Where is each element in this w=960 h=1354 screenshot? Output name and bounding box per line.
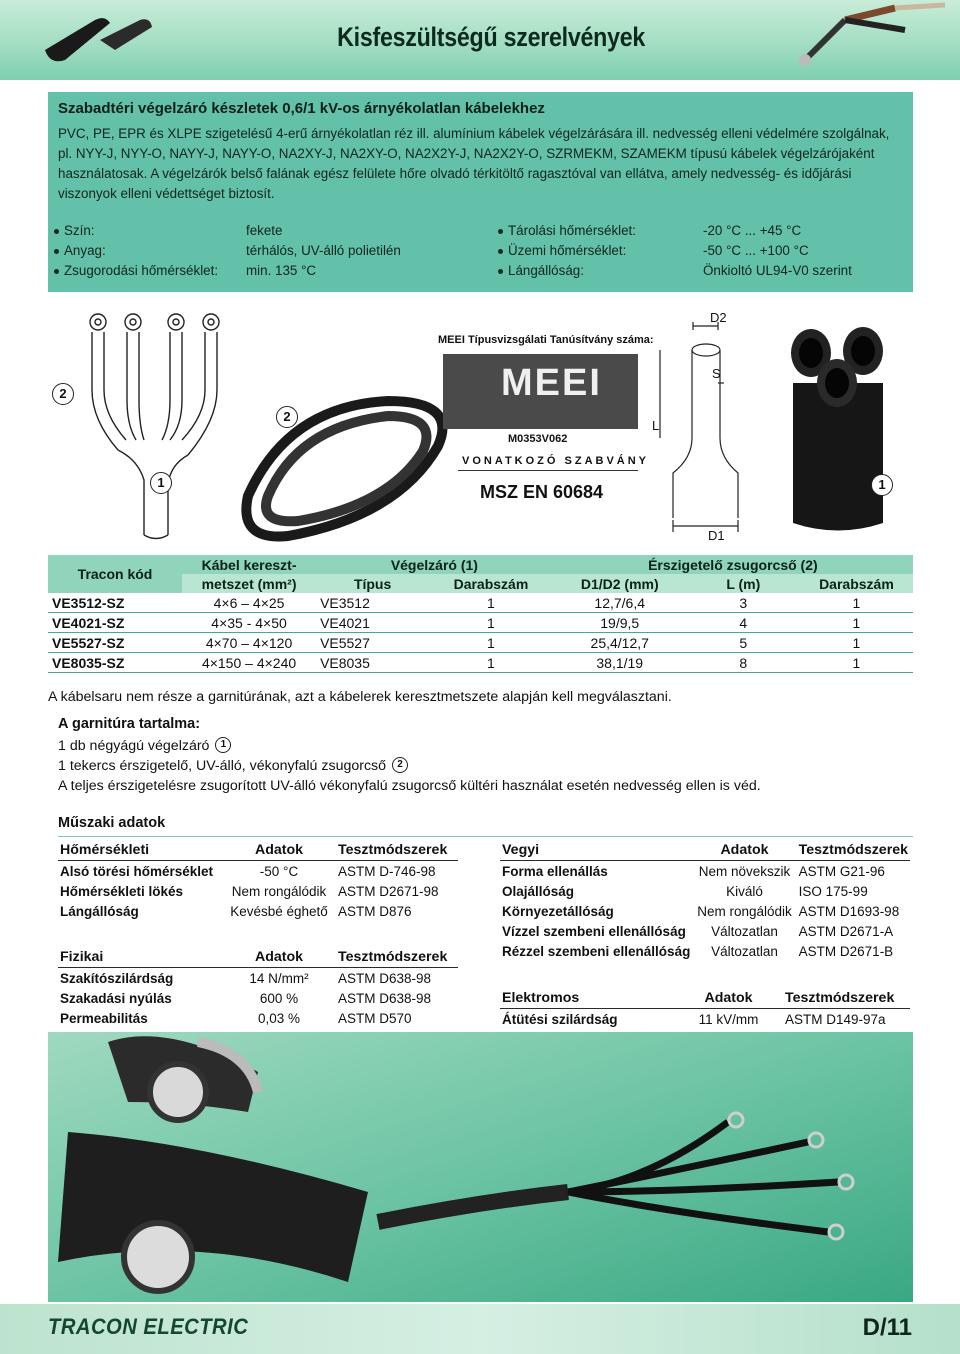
product-table: [48, 555, 913, 673]
tech-title: Műszaki adatok: [58, 815, 166, 831]
divider: [58, 836, 913, 837]
contents-line-1: 1 db négyágú végelzáró 1: [58, 738, 231, 754]
spec-item: Szín: fekete: [54, 222, 474, 242]
contents-title: A garnitúra tartalma:: [58, 716, 201, 732]
page-number: D/11: [862, 1314, 912, 1341]
table-row: Hőmérsékleti lökés Nem rongálódik ASTM D2671-98: [60, 883, 439, 899]
marker-1-icon: 1: [871, 474, 893, 496]
column-header-qty: Darabszám: [429, 574, 553, 593]
endcap-photo: [783, 323, 893, 538]
cable-lug-note: A kábelsaru nem része a garnitúrának, azt a kábelerek keresztmetszete alapján kell megválasztani.: [48, 689, 672, 705]
table-row: Forma ellenállás Nem növekszik ASTM G21-96: [502, 863, 885, 879]
physical-table: Fizikai Adatok Tesztmódszerek Szakítószilárdság 14 N/mm² ASTM D638-98 Szakadási nyúlás 600 % ASTM D638-98 Permeabilitás 0,03 % ASTM D570: [58, 947, 458, 1028]
intro-box: [48, 92, 913, 292]
dimension-d2: D2: [710, 310, 727, 325]
product-diagram: [48, 298, 913, 548]
spec-item: Üzemi hőmérséklet: -50 °C ... +100 °C: [498, 242, 908, 262]
table-row: Alsó törési hőmérséklet -50 °C ASTM D-746-98: [60, 863, 436, 879]
chemical-table: Vegyi Adatok Tesztmódszerek Forma ellenállás Nem növekszik ASTM G21-96 Olajállóság Kiváló ISO 175-99 Környezetállóság Nem rongálódik ASTM D1693-98 Vízzel szembeni ellenállóság Változatlan ASTM D2671-A Rézzel szembeni ellenállóság Változatlan ASTM D2671-B: [500, 840, 910, 961]
table-row: VE3512-SZ 4×6 – 4×25 VE3512 1 12,7/6,4 3 1: [48, 593, 913, 613]
spec-item: Anyag: térhálós, UV-álló polietilén: [54, 242, 474, 262]
table-row: VE5527-SZ 4×70 – 4×120 VE5527 1 25,4/12,7 5 1: [48, 633, 913, 653]
column-group-endcap: Végelzáró (1): [316, 555, 553, 574]
spec-list-left: [54, 222, 474, 282]
marker-1-icon: 1: [150, 472, 172, 494]
endcap-dimension-drawing: [648, 308, 748, 543]
column-header-qty-2: Darabszám: [800, 574, 913, 593]
contents-line-3: A teljes érszigetelésre zsugorított UV-álló vékonyfalú zsugorcső kültéri használat esetén nedvesség ellen is véd.: [58, 778, 761, 794]
table-row: Permeabilitás 0,03 % ASTM D570: [60, 1010, 412, 1026]
spec-list-right: [498, 222, 908, 282]
column-header-type: Típus: [316, 574, 429, 593]
table-row: VE4021-SZ 4×35 - 4×50 VE4021 1 19/9,5 4 1: [48, 613, 913, 633]
table-row: Környezetállóság Nem rongálódik ASTM D1693-98: [502, 903, 900, 919]
dimension-l: L: [652, 418, 660, 433]
spec-item: Zsugorodási hőmérséklet: min. 135 °C: [54, 262, 474, 282]
standard-caption: VONATKOZÓ SZABVÁNY: [462, 455, 650, 467]
dimension-s: S: [712, 366, 721, 381]
intro-heading: Szabadtéri végelzáró készletek 0,6/1 kV-os árnyékolatlan kábelekhez: [58, 100, 545, 117]
table-row: Vízzel szembeni ellenállóság Változatlan ASTM D2671-A: [502, 923, 894, 939]
column-header-length: L (m): [687, 574, 800, 593]
spec-item: Tárolási hőmérséklet: -20 °C ... +45 °C: [498, 222, 908, 242]
page-footer: [0, 1304, 960, 1354]
divider: [458, 470, 638, 471]
table-row: Átütési szilárdság 11 kV/mm ASTM D149-97a: [502, 1011, 886, 1027]
table-row: Szakítószilárdság 14 N/mm² ASTM D638-98: [60, 970, 432, 986]
standard-number: MSZ EN 60684: [480, 482, 604, 502]
column-group-tube: Érszigetelő zsugorcső (2): [553, 555, 913, 574]
marker-2-icon: 2: [392, 757, 408, 773]
marker-1-icon: 1: [215, 737, 231, 753]
column-header-diameter: D1/D2 (mm): [553, 574, 687, 593]
shrink-tube-roll: [228, 376, 478, 546]
brand-logo: TRACON ELECTRIC: [48, 1314, 249, 1339]
column-header-cable-2: metszet (mm²): [182, 574, 316, 593]
page-title: Kisfeszültségű szerelvények: [337, 22, 645, 52]
table-row: VE8035-SZ 4×150 – 4×240 VE8035 1 38,1/19 8 1: [48, 653, 913, 673]
meei-number: M0353V062: [508, 433, 568, 445]
meei-logo: MEEI: [443, 354, 638, 429]
dimension-d1: D1: [708, 528, 725, 543]
intro-text: [58, 124, 906, 204]
table-row: Szakadási nyúlás 600 % ASTM D638-98: [60, 990, 432, 1006]
heatshrink-photo: [40, 5, 160, 65]
marker-2-icon: 2: [276, 406, 298, 428]
thermal-table: Hőmérsékleti Adatok Tesztmódszerek Alsó törési hőmérséklet -50 °C ASTM D-746-98 Hőmérsékleti lökés Nem rongálódik ASTM D2671-98 Lángállóság Kevésbé éghető ASTM D876: [58, 840, 458, 921]
product-photo: [48, 1032, 913, 1302]
meei-label: MEEI Típusvizsgálati Tanúsítvány száma:: [438, 334, 654, 346]
column-header-cable: Kábel kereszt-: [182, 555, 316, 574]
contents-line-2: 1 tekercs érszigetelő, UV-álló, vékonyfalú zsugorcső 2: [58, 758, 408, 774]
table-row: Rézzel szembeni ellenállóság Változatlan ASTM D2671-B: [502, 943, 894, 959]
column-header-code: Tracon kód: [48, 555, 182, 593]
intro-paragraph-2: A végelzárók belső falának egész felülete hőre olvadó térkitöltő ragasztóval van ellátva, amely nedvesség- és időjárási viszonyok elleni védettséget biztosít.: [58, 166, 852, 201]
page-header: [0, 0, 960, 80]
electrical-table: Elektromos Adatok Tesztmódszerek Átütési szilárdság 11 kV/mm ASTM D149-97a: [500, 988, 910, 1029]
cable-photo: [785, 0, 955, 70]
table-row: Olajállóság Kiváló ISO 175-99: [502, 883, 868, 899]
marker-2-icon: 2: [52, 383, 74, 405]
intro-paragraph-1: PVC, PE, EPR és XLPE szigetelésű 4-erű árnyékolatlan réz ill. alumínium kábelek végelzárására ill. nedvesség elleni védelmére szolgálnak, pl. NYY-J, NYY-O, NAYY-J, NAYY-O, NA2XY-J, NA2XY-O, NA2X2Y-J, NA2X2Y-O, SZRMEKM, SZAMEKM típusú kábelek végelzárójaként használatosak.: [58, 126, 890, 181]
spec-item: Lángállóság: Önkioltó UL94-V0 szerint: [498, 262, 908, 282]
table-row: Lángállóság Kevésbé éghető ASTM D876: [60, 903, 412, 919]
